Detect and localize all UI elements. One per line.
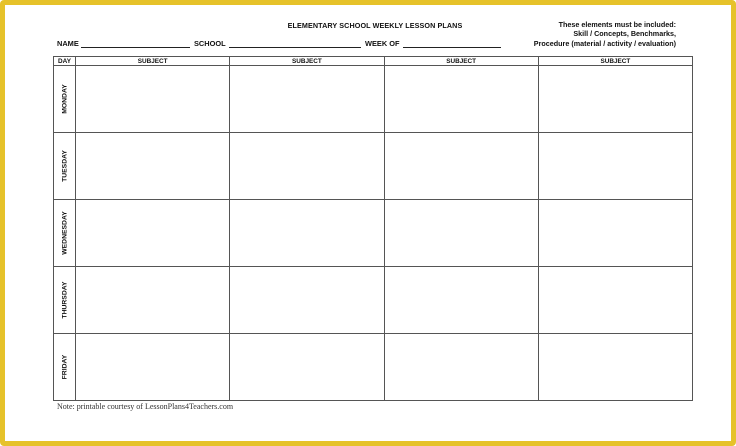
lesson-cell[interactable] xyxy=(76,66,230,133)
lesson-cell[interactable] xyxy=(76,133,230,200)
header-fields xyxy=(57,39,517,49)
day-label: WEDNESDAY xyxy=(61,211,68,255)
school-label: SCHOOL xyxy=(194,39,226,48)
table-header-row xyxy=(54,57,693,66)
lesson-cell[interactable] xyxy=(538,66,692,133)
table-row xyxy=(54,66,693,133)
lesson-cell[interactable] xyxy=(230,200,384,267)
day-cell-monday xyxy=(54,66,76,133)
lesson-cell[interactable] xyxy=(230,334,384,401)
lesson-cell[interactable] xyxy=(538,267,692,334)
subject-column-header: SUBJECT xyxy=(538,57,692,66)
subject-column-header: SUBJECT xyxy=(76,57,230,66)
lesson-cell[interactable] xyxy=(76,267,230,334)
lesson-cell[interactable] xyxy=(384,334,538,401)
day-cell-wednesday xyxy=(54,200,76,267)
lesson-cell[interactable] xyxy=(76,200,230,267)
lesson-cell[interactable] xyxy=(384,267,538,334)
document-title: ELEMENTARY SCHOOL WEEKLY LESSON PLANS xyxy=(287,21,463,30)
table-row xyxy=(54,133,693,200)
day-label: MONDAY xyxy=(61,84,68,114)
day-cell-tuesday xyxy=(54,133,76,200)
week-of-field[interactable] xyxy=(403,47,501,48)
lesson-cell[interactable] xyxy=(230,133,384,200)
note-line-1: These elements must be included: xyxy=(558,20,676,29)
lesson-cell[interactable] xyxy=(76,334,230,401)
subject-column-header: SUBJECT xyxy=(384,57,538,66)
day-cell-thursday xyxy=(54,267,76,334)
week-of-label: WEEK OF xyxy=(365,39,400,48)
day-cell-friday xyxy=(54,334,76,401)
lesson-cell[interactable] xyxy=(384,200,538,267)
school-field[interactable] xyxy=(229,47,361,48)
day-label: TUESDAY xyxy=(61,150,68,182)
lesson-cell[interactable] xyxy=(538,200,692,267)
subject-column-header: SUBJECT xyxy=(230,57,384,66)
lesson-cell[interactable] xyxy=(230,267,384,334)
lesson-cell[interactable] xyxy=(384,66,538,133)
note-line-2: Skill / Concepts, Benchmarks, xyxy=(573,29,676,39)
day-label: FRIDAY xyxy=(61,354,68,380)
lesson-plan-table xyxy=(53,56,693,401)
lesson-cell[interactable] xyxy=(538,334,692,401)
required-elements-note xyxy=(534,20,676,48)
courtesy-note: Note: printable courtesy of LessonPlans4Teachers.com xyxy=(57,402,234,411)
lesson-cell[interactable] xyxy=(230,66,384,133)
table-row xyxy=(54,334,693,401)
name-field[interactable] xyxy=(81,47,190,48)
day-column-header: DAY xyxy=(54,57,76,66)
table-row xyxy=(54,267,693,334)
name-label: NAME xyxy=(57,39,79,48)
note-line-3: Procedure (material / activity / evaluation) xyxy=(533,38,676,48)
lesson-cell[interactable] xyxy=(384,133,538,200)
lesson-cell[interactable] xyxy=(538,133,692,200)
day-label: THURSDAY xyxy=(61,281,68,319)
table-row xyxy=(54,200,693,267)
